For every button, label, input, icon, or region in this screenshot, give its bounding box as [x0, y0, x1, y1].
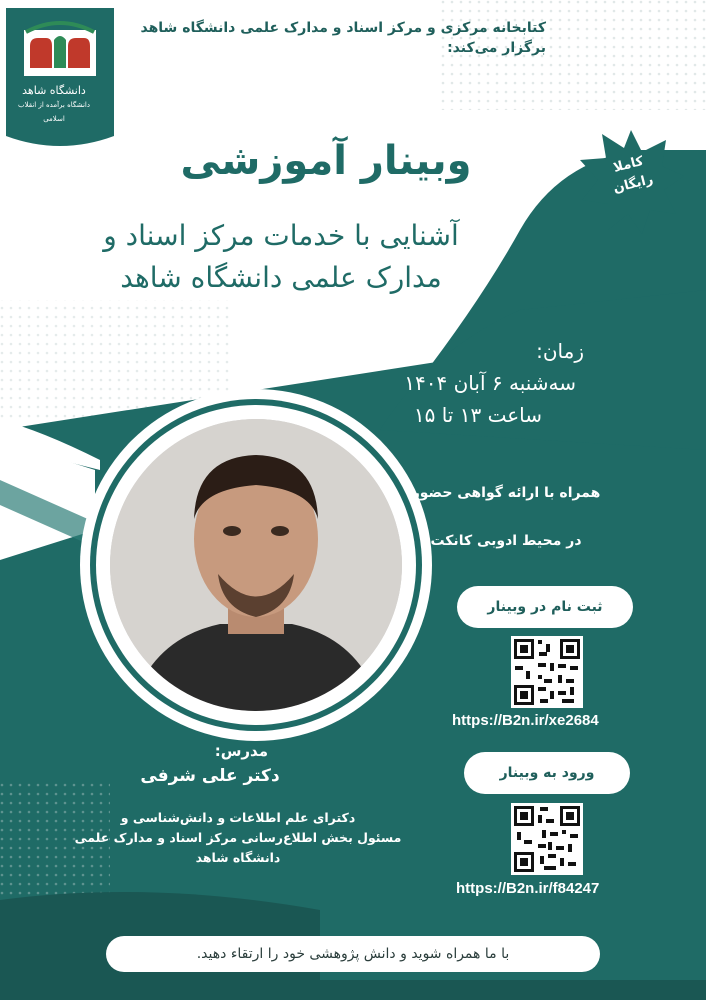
logo-name: دانشگاه شاهد — [22, 84, 86, 97]
logo-caption — [10, 84, 98, 126]
organizer-line-2: برگزار می‌کند: — [447, 40, 546, 56]
poster-title: وبینار آموزشی — [180, 138, 472, 184]
register-link[interactable]: https://B2n.ir/xe2684 — [452, 712, 599, 729]
instructor-label: مدرس: — [214, 742, 268, 760]
enter-webinar-link[interactable]: https://B2n.ir/f84247 — [456, 880, 600, 897]
environment-note: در محیط ادوبی کانکت — [430, 533, 582, 549]
instructor-photo — [110, 419, 402, 711]
register-qr-code[interactable] — [511, 636, 583, 708]
certificate-note: همراه با ارائه گواهی حضور — [411, 485, 601, 501]
instructor-bio — [38, 808, 438, 868]
subtitle-line-1: آشنایی با خدمات مرکز اسناد و — [103, 219, 459, 252]
bio-line-3: دانشگاه شاهد — [195, 850, 281, 865]
poster-subtitle — [46, 215, 516, 299]
schedule — [364, 335, 624, 431]
schedule-label: زمان: — [536, 339, 584, 363]
logo-tagline: دانشگاه برآمده از انقلاب اسلامی — [18, 101, 90, 123]
badge-line-1: کاملا — [611, 153, 646, 176]
subtitle-line-2: مدارک علمی دانشگاه شاهد — [120, 261, 442, 294]
organizer-line-1: کتابخانه مرکزی و مرکز اسناد و مدارک علمی دانشگاه شاهد — [140, 20, 546, 36]
university-logo — [6, 8, 114, 148]
register-button[interactable]: ثبت نام در وبینار — [457, 586, 633, 628]
instructor-name: دکتر علی شرفی — [140, 766, 280, 786]
badge-line-2: رایگان — [611, 172, 655, 197]
schedule-date: سه‌شنبه ۶ آبان ۱۴۰۴ — [404, 371, 576, 395]
schedule-hours: ساعت ۱۳ تا ۱۵ — [413, 403, 542, 427]
bio-line-1: دکترای علم اطلاعات و دانش‌شناسی و — [120, 810, 356, 825]
bio-line-2: مسئول بخش اطلاع‌رسانی مرکز اسناد و مدارک علمی — [74, 830, 402, 845]
enter-qr-code[interactable] — [511, 803, 583, 875]
enter-webinar-button[interactable]: ورود به وبینار — [464, 752, 630, 794]
footer-slogan: با ما همراه شوید و دانش پژوهشی خود را ارتقاء دهید. — [106, 936, 600, 972]
person-silhouette-icon — [110, 419, 402, 711]
organizer-text — [126, 18, 546, 58]
